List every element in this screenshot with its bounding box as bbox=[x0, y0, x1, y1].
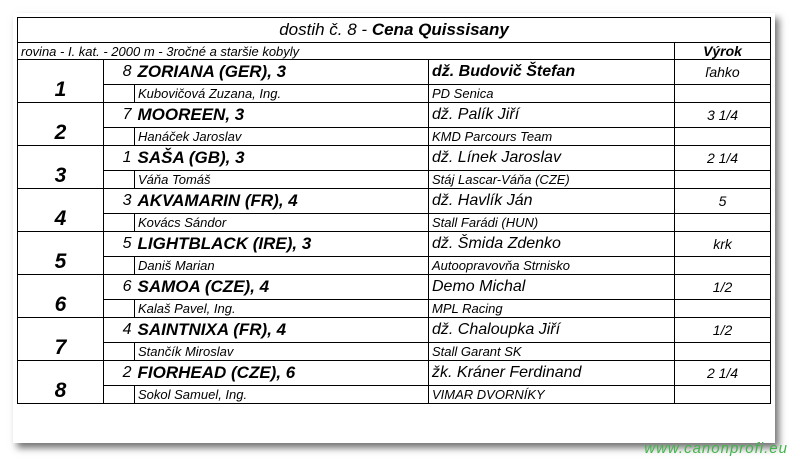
trainer-name: Daniš Marian bbox=[135, 257, 429, 275]
horse-name: MOOREEN, 3 bbox=[135, 103, 429, 128]
start-number: 1 bbox=[104, 146, 135, 171]
race-results-table bbox=[17, 17, 771, 404]
verdict-empty-cell bbox=[675, 386, 771, 404]
verdict-empty-cell bbox=[675, 257, 771, 275]
verdict-empty-cell bbox=[675, 214, 771, 232]
verdict: 1/2 bbox=[675, 318, 771, 343]
start-number: 7 bbox=[104, 103, 135, 128]
start-number: 2 bbox=[104, 361, 135, 386]
race-title bbox=[18, 18, 771, 43]
owner-name: PD Senica bbox=[429, 85, 675, 103]
finish-position: 2 bbox=[18, 103, 104, 146]
owner-name: Autoopravovňa Strnisko bbox=[429, 257, 675, 275]
result-row-details bbox=[18, 343, 771, 361]
spacer-cell bbox=[104, 171, 135, 189]
owner-name: MPL Racing bbox=[429, 300, 675, 318]
race-title-row bbox=[18, 18, 771, 43]
result-row-details bbox=[18, 85, 771, 103]
horse-name: SAŠA (GB), 3 bbox=[135, 146, 429, 171]
result-row bbox=[18, 103, 771, 128]
result-row-details bbox=[18, 386, 771, 404]
jockey-name: žk. Kráner Ferdinand bbox=[429, 361, 675, 386]
jockey-name: dž. Šmida Zdenko bbox=[429, 232, 675, 257]
jockey-name: dž. Budovič Štefan bbox=[429, 60, 675, 85]
spacer-cell bbox=[104, 128, 135, 146]
race-name: Cena Quissisany bbox=[371, 20, 509, 39]
owner-name: Stáj Lascar-Váňa (CZE) bbox=[429, 171, 675, 189]
finish-position: 1 bbox=[18, 60, 104, 103]
horse-name: AKVAMARIN (FR), 4 bbox=[135, 189, 429, 214]
result-row bbox=[18, 146, 771, 171]
horse-name: FIORHEAD (CZE), 6 bbox=[135, 361, 429, 386]
spacer-cell bbox=[104, 85, 135, 103]
owner-name: Stall Garant SK bbox=[429, 343, 675, 361]
verdict: krk bbox=[675, 232, 771, 257]
trainer-name: Váňa Tomáš bbox=[135, 171, 429, 189]
verdict-empty-cell bbox=[675, 343, 771, 361]
verdict-empty-cell bbox=[675, 171, 771, 189]
result-row-details bbox=[18, 128, 771, 146]
horse-name: LIGHTBLACK (IRE), 3 bbox=[135, 232, 429, 257]
jockey-name: Demo Michal bbox=[429, 275, 675, 300]
race-number: dostih č. 8 - bbox=[279, 20, 372, 39]
verdict: 3 1/4 bbox=[675, 103, 771, 128]
result-row-details bbox=[18, 171, 771, 189]
start-number: 4 bbox=[104, 318, 135, 343]
owner-name: KMD Parcours Team bbox=[429, 128, 675, 146]
verdict: 5 bbox=[675, 189, 771, 214]
verdict: 2 1/4 bbox=[675, 146, 771, 171]
spacer-cell bbox=[104, 300, 135, 318]
finish-position: 3 bbox=[18, 146, 104, 189]
verdict-empty-cell bbox=[675, 128, 771, 146]
watermark: www.canonprofi.eu bbox=[644, 440, 788, 457]
horse-name: ZORIANA (GER), 3 bbox=[135, 60, 429, 85]
verdict-empty-cell bbox=[675, 300, 771, 318]
horse-name: SAINTNIXA (FR), 4 bbox=[135, 318, 429, 343]
jockey-name: dž. Chaloupka Jiří bbox=[429, 318, 675, 343]
start-number: 6 bbox=[104, 275, 135, 300]
result-row-details bbox=[18, 214, 771, 232]
trainer-name: Kalaš Pavel, Ing. bbox=[135, 300, 429, 318]
trainer-name: Stančík Miroslav bbox=[135, 343, 429, 361]
verdict-empty-cell bbox=[675, 85, 771, 103]
spacer-cell bbox=[104, 214, 135, 232]
verdict: 2 1/4 bbox=[675, 361, 771, 386]
result-row bbox=[18, 275, 771, 300]
spacer-cell bbox=[104, 257, 135, 275]
spacer-cell bbox=[104, 343, 135, 361]
spacer-cell bbox=[104, 386, 135, 404]
result-row bbox=[18, 60, 771, 85]
trainer-name: Sokol Samuel, Ing. bbox=[135, 386, 429, 404]
finish-position: 8 bbox=[18, 361, 104, 404]
start-number: 5 bbox=[104, 232, 135, 257]
result-row-details bbox=[18, 257, 771, 275]
owner-name: Stall Farádi (HUN) bbox=[429, 214, 675, 232]
finish-position: 6 bbox=[18, 275, 104, 318]
trainer-name: Kovács Sándor bbox=[135, 214, 429, 232]
owner-name: VIMAR DVORNÍKY bbox=[429, 386, 675, 404]
result-row bbox=[18, 361, 771, 386]
race-conditions: rovina - I. kat. - 2000 m - 3ročné a staršie kobyly bbox=[18, 43, 675, 60]
trainer-name: Hanáček Jaroslav bbox=[135, 128, 429, 146]
result-row bbox=[18, 232, 771, 257]
finish-position: 4 bbox=[18, 189, 104, 232]
result-row bbox=[18, 318, 771, 343]
verdict-header: Výrok bbox=[675, 43, 771, 60]
jockey-name: dž. Palík Jiří bbox=[429, 103, 675, 128]
verdict: 1/2 bbox=[675, 275, 771, 300]
result-row-details bbox=[18, 300, 771, 318]
start-number: 3 bbox=[104, 189, 135, 214]
finish-position: 7 bbox=[18, 318, 104, 361]
start-number: 8 bbox=[104, 60, 135, 85]
result-row bbox=[18, 189, 771, 214]
trainer-name: Kubovičová Zuzana, Ing. bbox=[135, 85, 429, 103]
jockey-name: dž. Línek Jaroslav bbox=[429, 146, 675, 171]
horse-name: SAMOA (CZE), 4 bbox=[135, 275, 429, 300]
finish-position: 5 bbox=[18, 232, 104, 275]
verdict: ľahko bbox=[675, 60, 771, 85]
race-conditions-row bbox=[18, 43, 771, 60]
jockey-name: dž. Havlík Ján bbox=[429, 189, 675, 214]
